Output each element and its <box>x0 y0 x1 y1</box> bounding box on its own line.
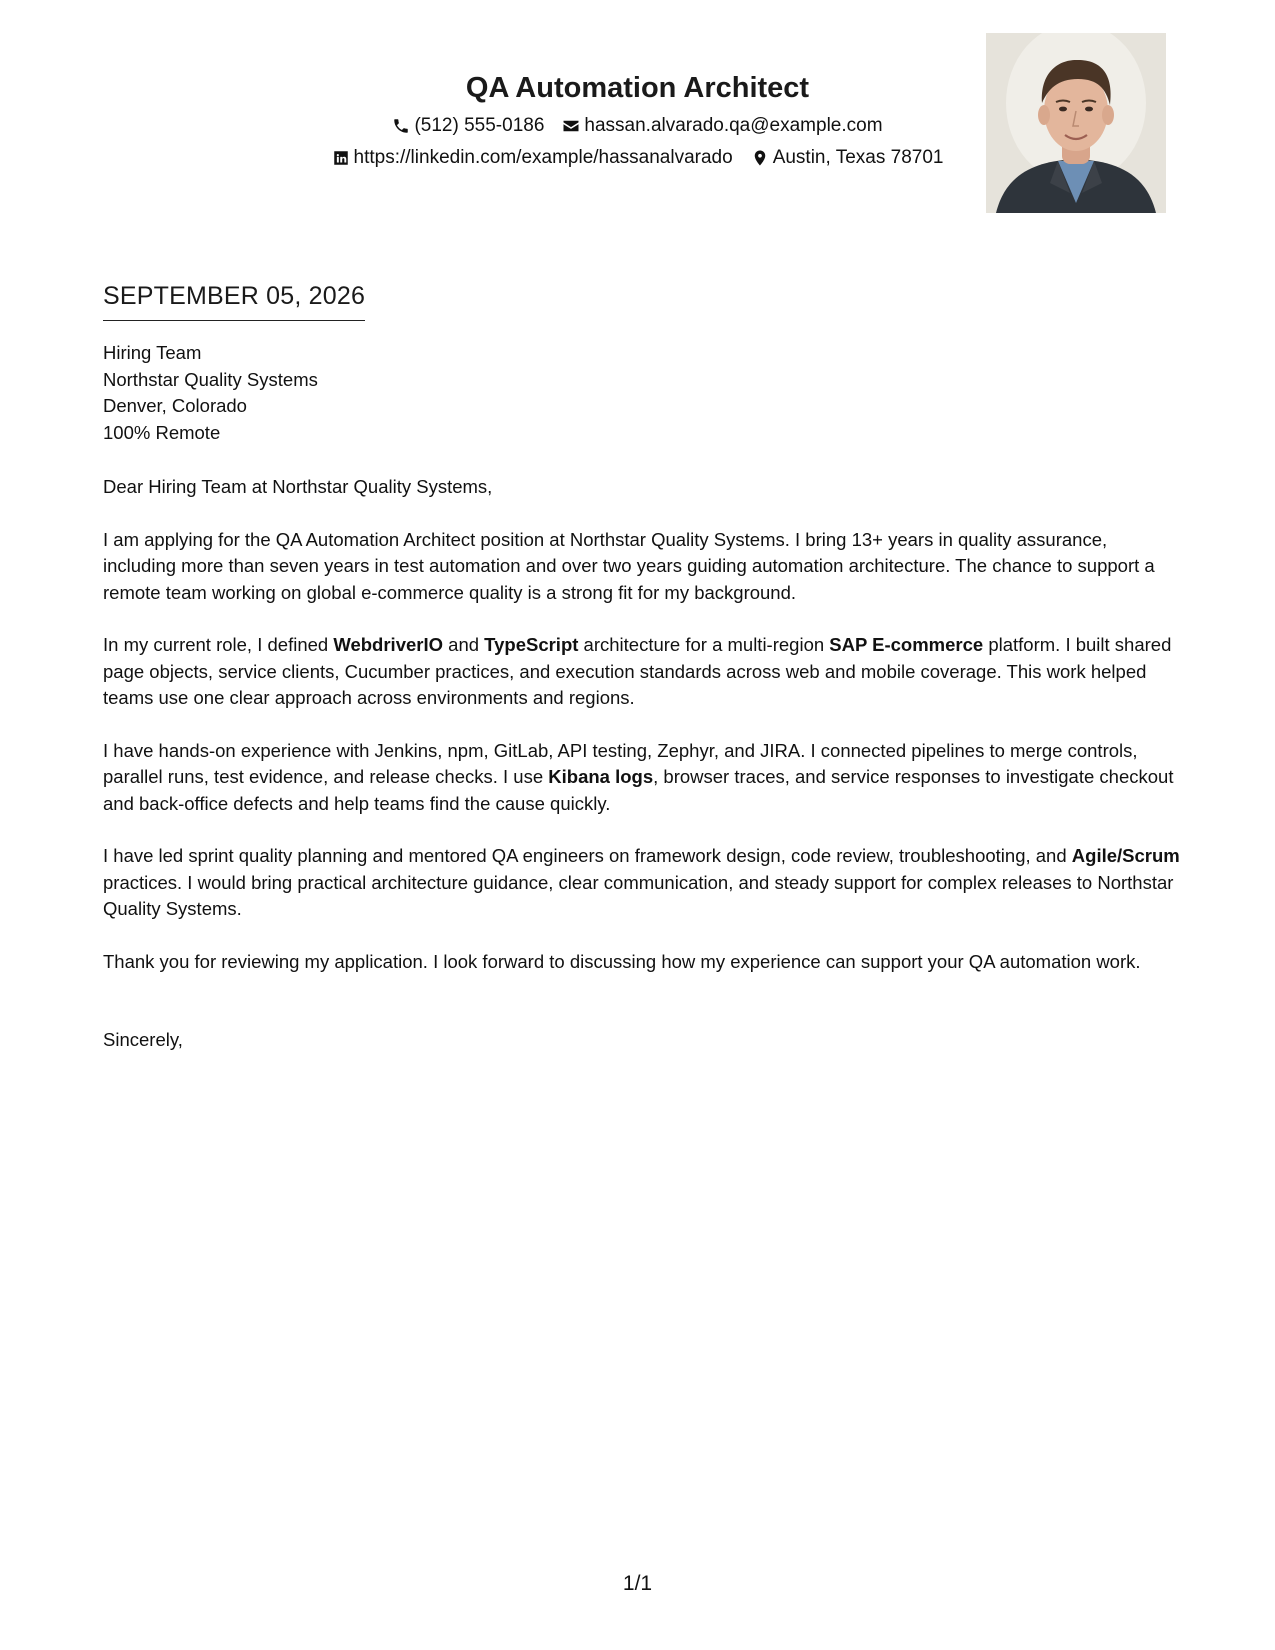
paragraph-5: Thank you for reviewing my application. I look forward to discussing how my experience can support your QA automation work. <box>103 950 1141 972</box>
paragraph-2: In my current role, I defined WebdriverIO and TypeScript architecture for a multi-region SAP E-commerce platform. I built shared page objects, service clients, Cucumber practices, and execution standards across web and mobile coverage. This work helped teams use one clear approach across environments and regions. <box>103 634 1172 708</box>
recipient-company: Northstar Quality Systems <box>103 368 318 390</box>
page-number: 1/1 <box>622 1572 653 1595</box>
linkedin-icon <box>332 149 350 167</box>
letter-body <box>103 474 1183 1080</box>
profile-photo <box>986 33 1166 213</box>
envelope-icon <box>562 117 580 135</box>
phone-number: (512) 555-0186 <box>414 115 545 136</box>
page-title: QA Automation Architect <box>465 72 810 104</box>
recipient-line: Hiring Team <box>103 342 202 363</box>
phone-contact <box>392 114 544 138</box>
linkedin-contact <box>332 146 733 170</box>
recipient-remote: 100% Remote <box>103 421 221 443</box>
letter-date: SEPTEMBER 05, 2026 <box>103 280 365 321</box>
paragraph-1: I am applying for the QA Automation Architect position at Northstar Quality Systems. I bring 13+ years in quality assurance, including more than seven years in test automation and over two years guiding automation architecture. The chance to support a remote team working on global e-commerce quality is a strong fit for my background. <box>103 528 1155 603</box>
recipient-block <box>103 340 318 446</box>
paragraph-4: I have led sprint quality planning and mentored QA engineers on framework design, code review, troubleshooting, and Agile/Scrum practices. I would bring practical architecture guidance, clear communication, and steady support for complex releases to Northstar Quality Systems. <box>103 845 1180 919</box>
closing: Sincerely, <box>103 1029 183 1050</box>
paragraph-3: I have hands-on experience with Jenkins, npm, GitLab, API testing, Zephyr, and JIRA. I connected pipelines to merge controls, parallel runs, test evidence, and release checks. I use Kibana logs, browser traces, and service responses to investigate checkout and back-office defects and help teams find the cause quickly. <box>103 739 1174 814</box>
map-marker-icon <box>751 149 769 167</box>
recipient-location: Denver, Colorado <box>103 395 247 416</box>
linkedin-url[interactable]: https://linkedin.com/example/hassanalvarado <box>353 147 733 168</box>
salutation: Dear Hiring Team at Northstar Quality Systems, <box>103 476 493 497</box>
phone-icon <box>392 117 410 135</box>
email-address[interactable]: hassan.alvarado.qa@example.com <box>584 115 883 136</box>
location-text: Austin, Texas 78701 <box>772 147 944 168</box>
email-contact <box>562 114 882 138</box>
location-contact <box>751 146 944 170</box>
